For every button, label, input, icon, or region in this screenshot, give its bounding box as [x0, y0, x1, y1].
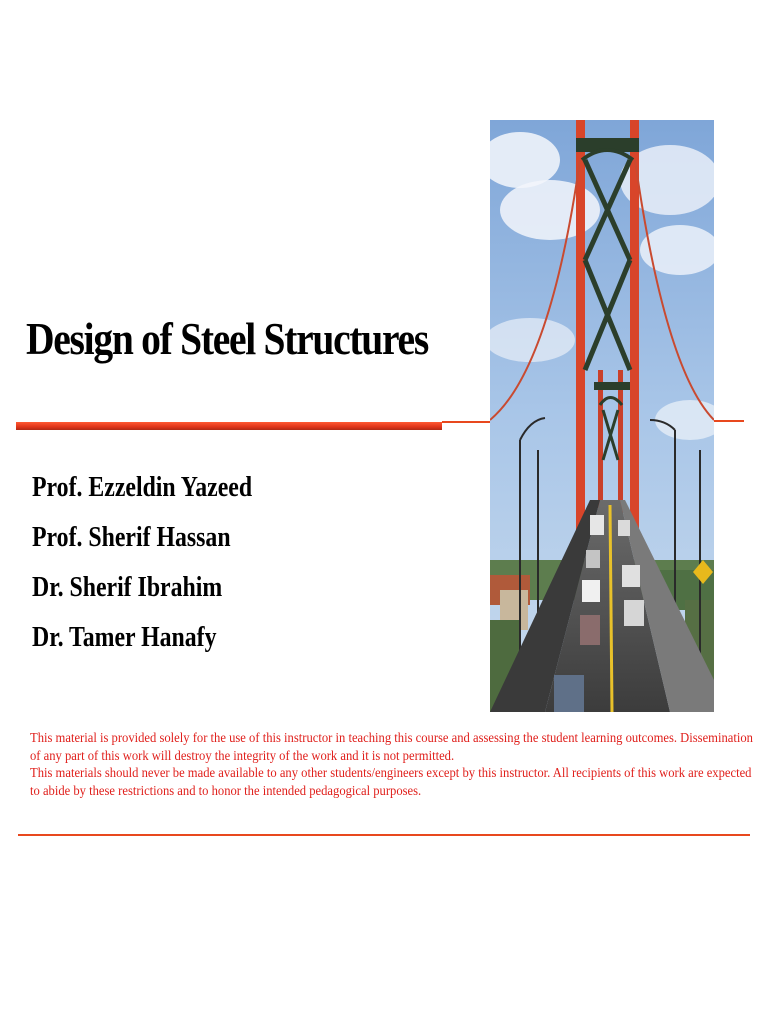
author-list	[32, 470, 291, 670]
author-name: Prof. Sherif Hassan	[32, 522, 231, 553]
slide-title: Design of Steel Structures	[26, 313, 428, 364]
notice-paragraph: This materials should never be made available to any other students/engineers except by this instructor. All recipients of this work are expected to abide by these restrictions and to honor the intended pedagogical purposes.	[30, 766, 752, 799]
title-underline-thin	[442, 421, 490, 423]
title-underline	[16, 422, 442, 430]
notice-paragraph: This material is provided solely for the use of this instructor in teaching this course and assessing the student learning outcomes. Dissemination of any part of this work will destroy the integrity of the work and it is not permitted.	[30, 731, 753, 764]
copyright-notice	[30, 730, 754, 800]
bottom-divider	[18, 834, 750, 836]
title-underline-right	[714, 420, 744, 422]
author-name: Dr. Tamer Hanafy	[32, 622, 217, 653]
author-name: Prof. Ezzeldin Yazeed	[32, 472, 253, 503]
bridge-photo	[490, 120, 714, 712]
author-name: Dr. Sherif Ibrahim	[32, 572, 223, 603]
